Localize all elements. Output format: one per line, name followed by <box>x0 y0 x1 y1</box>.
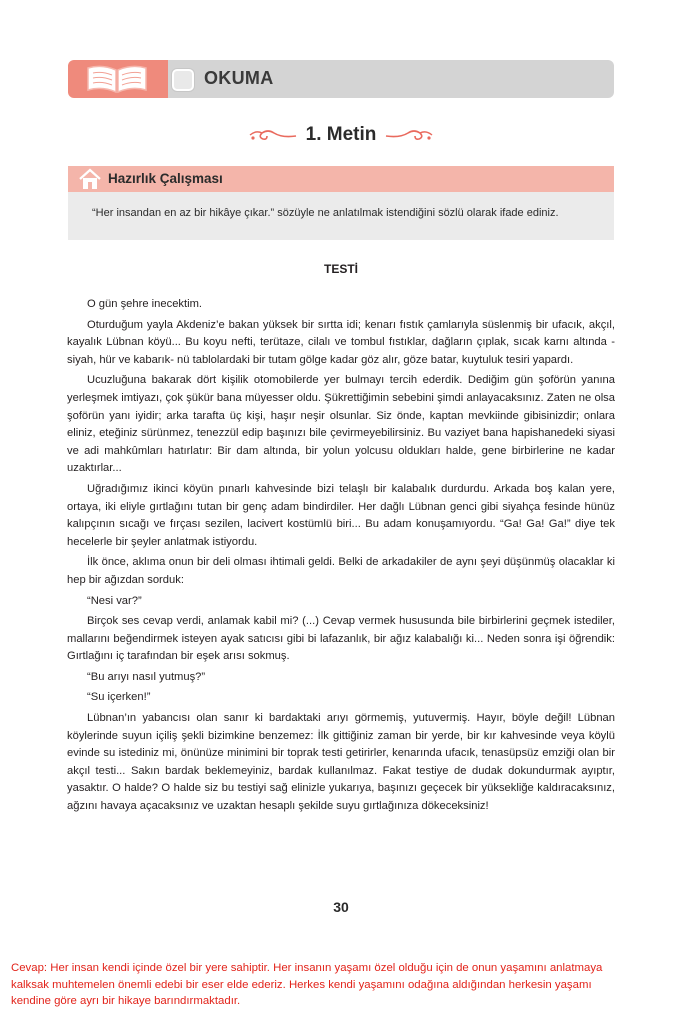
section-title: OKUMA <box>204 68 274 88</box>
story-paragraph: Oturduğum yayla Akdeniz’e bakan yüksek bir sırtta idi; kenarı fıstık çamlarıyla süslenmiş bir ufacık, akçıl, kayalık Lübnan köyü... Bu koyu nefti, terütaze, cilalı ve tombul fıstıklar, dağların çıplak, sıcak karnı altında -siyah, hür ve kabarık- nü tablolardaki bir tutam gölge kadar göz alır, göze batar, kuytuluk tesiri yapardı. <box>67 318 615 366</box>
story-paragraph: “Nesi var?” <box>87 594 142 607</box>
story-paragraph: Ucuzluğuna bakarak dört kişilik otomobilerde yer bulmayı tercih ederdik. Dediğim gün şoförün yanına yerleşmek imtiyazı, çok şükür bana müyesser oldu. Şükrettiğimin sebebini şimdi anlayacaksınız. Zaten ne olsa şoförün yanı iyidir; arka tarafta üç kişi, haşır neşir olsunlar. Siz önde, kaptan mevkiinde gibisinizdir; onlara eliniz, eteğiniz sürünmez, tenezzül edip başınızı bile çevirmeyebilirsiniz. Bu vaziyet bana hapishanedeki siyasi ve adi mahkûmları hatırlatır: Bir dam altında, bir yolun yolcusu oldukları halde, gene birbirlerine ne kadar uzaktırlar... <box>67 374 615 475</box>
story-paragraph: “Su içerken!” <box>87 691 151 704</box>
story-paragraph: Birçok ses cevap verdi, anlamak kabil mi? (...) Cevap vermek hususunda bile birbirlerini geçmek istediler, mallarını beğendirmek isteyen ayak satıcısı gibi bi lafazanlık, bir ağız kalabalığı ki... Neden sonra işi öğrendik: Gırtlağını iç tarafından bir eşek arısı sokmuş. <box>67 615 615 663</box>
preparation-panel <box>68 192 614 240</box>
section-header <box>68 60 614 98</box>
page-number: 30 <box>333 899 349 915</box>
checkbox-icon <box>172 69 194 91</box>
story-paragraph: Lübnan’ın yabancısı olan sanır ki bardaktaki arıyı görmemiş, yutuvermiş. Hayır, böyle değil! Lübnan köylerinde suyun içiliş şekli bizimkine benzemez: İlk gittiğiniz zaman bir yerde, bir kır kahvesinde veya köylü evinde su istediniz mi, önünüze minimini bir toprak testi getirirler, kenarında ufacık, tenasüpsüz emziği olan bir akçıl testi... Sakın bardak beklemeyiniz, bardak kullanılmaz. Fakat testiye de dudak dokundurmak ayıptır, yasaktır. O halde? O halde siz bu testiyi sağ elinizle yukarıya, başınızı geçecek bir yüksekliğe kaldıracaksınız, ağzını havaya açacaksınız ve uzaktan hesaplı şekilde suyu gırtlağınıza dökeceksiniz! <box>67 712 615 813</box>
preparation-title: Hazırlık Çalışması <box>108 171 223 186</box>
story-title: TESTİ <box>323 262 358 276</box>
story-paragraph: İlk önce, aklıma onun bir deli olması ihtimali geldi. Belki de arkadakiler de aynı şeyi düşünmüş olacaklar ki hep bir ağızdan sorduk: <box>67 556 615 586</box>
story-paragraph: O gün şehre inecektim. <box>87 298 203 310</box>
answer-text: Cevap: Her insan kendi içinde özel bir yere sahiptir. Her insanın yaşamı özel olduğu için de onun yaşamını anlatmaya kalksak muhtemelen önemli edebi bir eser elde ederiz. Herkes kendi yaşamını odağına aldığından herkesin yaşamı kendine göre ayrı bir hikaye barındırmaktadır. <box>11 962 603 1007</box>
story-paragraph: Uğradığımız ikinci köyün pınarlı kahvesinde bizi telaşlı bir kalabalık durdurdu. Arkada boş kalan yere, ortaya, iki eliyle gırtlağını tutan bir genç adam bindirdiler. Her dağlı Lübnan genci gibi siyahça fesinde hünüz kalıpçının sıcağı ve fırçası sezilen, lacivert kostümlü biri... Bu adam konuşamıyordu. “Ga! Ga! Ga!” diye tek hecelerle bir şeyler anlatmak istiyordu. <box>67 482 615 548</box>
right-swirl-ornament-icon <box>384 127 434 143</box>
open-book-icon <box>84 64 150 94</box>
story-paragraph: “Bu arıyı nasıl yutmuş?” <box>87 670 206 683</box>
story-body <box>67 296 615 819</box>
text-title: 1. Metin <box>305 124 377 145</box>
preparation-header <box>68 166 614 192</box>
left-swirl-ornament-icon <box>248 127 298 143</box>
preparation-question: “Her insandan en az bir hikâye çıkar.” sözüyle ne anlatılmak istendiğini sözlü olarak ifade ediniz. <box>92 207 559 219</box>
home-icon <box>78 168 102 190</box>
section-header-accent <box>68 60 168 98</box>
text-heading <box>0 124 682 148</box>
